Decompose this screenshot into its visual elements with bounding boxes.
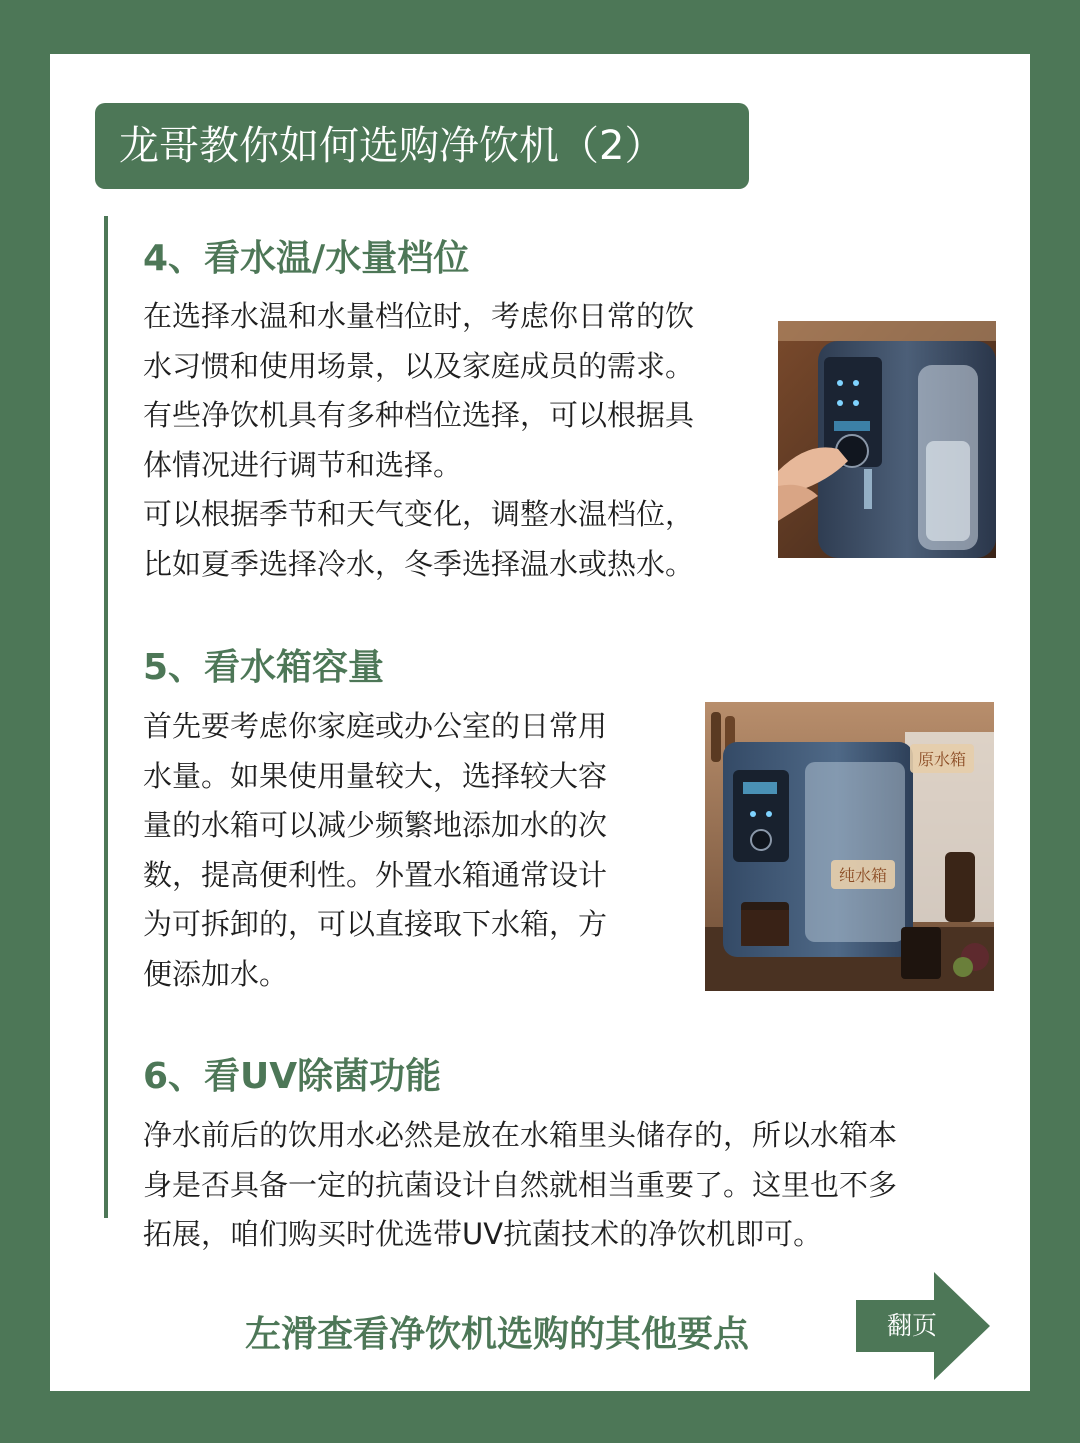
accent-divider-line — [104, 216, 108, 1218]
dispenser-tank-photo — [705, 702, 994, 991]
text-line: 可以根据季节和天气变化，调整水温档位， — [143, 497, 695, 532]
text-line: 拓展，咱们购买时优选带UV抗菌技术的净饮机即可。 — [143, 1217, 823, 1252]
section-4-heading: 4、看水温/水量档位 — [143, 238, 470, 279]
pure-tank-label: 纯水箱 — [831, 860, 895, 889]
dispenser-dial-photo — [778, 321, 996, 558]
text-line: 便添加水。 — [143, 956, 289, 991]
text-line: 比如夏季选择冷水，冬季选择温水或热水。 — [143, 546, 695, 581]
section-5-heading: 5、看水箱容量 — [143, 647, 385, 688]
content-card — [50, 54, 1030, 1391]
text-line: 数，提高便利性。外置水箱通常设计 — [143, 857, 608, 892]
text-line: 有些净饮机具有多种档位选择，可以根据具 — [143, 398, 695, 433]
section-5-text — [143, 702, 663, 1000]
raw-tank-label: 原水箱 — [910, 744, 974, 773]
section-6-text — [143, 1111, 983, 1260]
text-line: 水量。如果使用量较大，选择较大容 — [143, 758, 608, 793]
text-line: 净水前后的饮用水必然是放在水箱里头储存的，所以水箱本 — [143, 1118, 898, 1152]
next-page-label: 翻页 — [886, 1311, 937, 1340]
swipe-hint: 左滑查看净饮机选购的其他要点 — [245, 1314, 750, 1355]
text-line: 水习惯和使用场景，以及家庭成员的需求。 — [143, 348, 695, 383]
text-line: 体情况进行调节和选择。 — [143, 447, 463, 482]
page-title: 龙哥教你如何选购净饮机（2） — [95, 103, 749, 189]
text-line: 在选择水温和水量档位时，考虑你日常的饮 — [143, 299, 695, 333]
text-line: 为可拆卸的，可以直接取下水箱，方 — [143, 907, 608, 942]
section-4-text — [143, 292, 763, 590]
text-line: 首先要考虑你家庭或办公室的日常用 — [143, 709, 608, 743]
section-6-heading: 6、看UV除菌功能 — [143, 1056, 442, 1097]
text-line: 量的水箱可以减少频繁地添加水的次 — [143, 808, 608, 843]
text-line: 身是否具备一定的抗菌设计自然就相当重要了。这里也不多 — [143, 1167, 898, 1202]
next-page-button[interactable] — [856, 1272, 990, 1380]
